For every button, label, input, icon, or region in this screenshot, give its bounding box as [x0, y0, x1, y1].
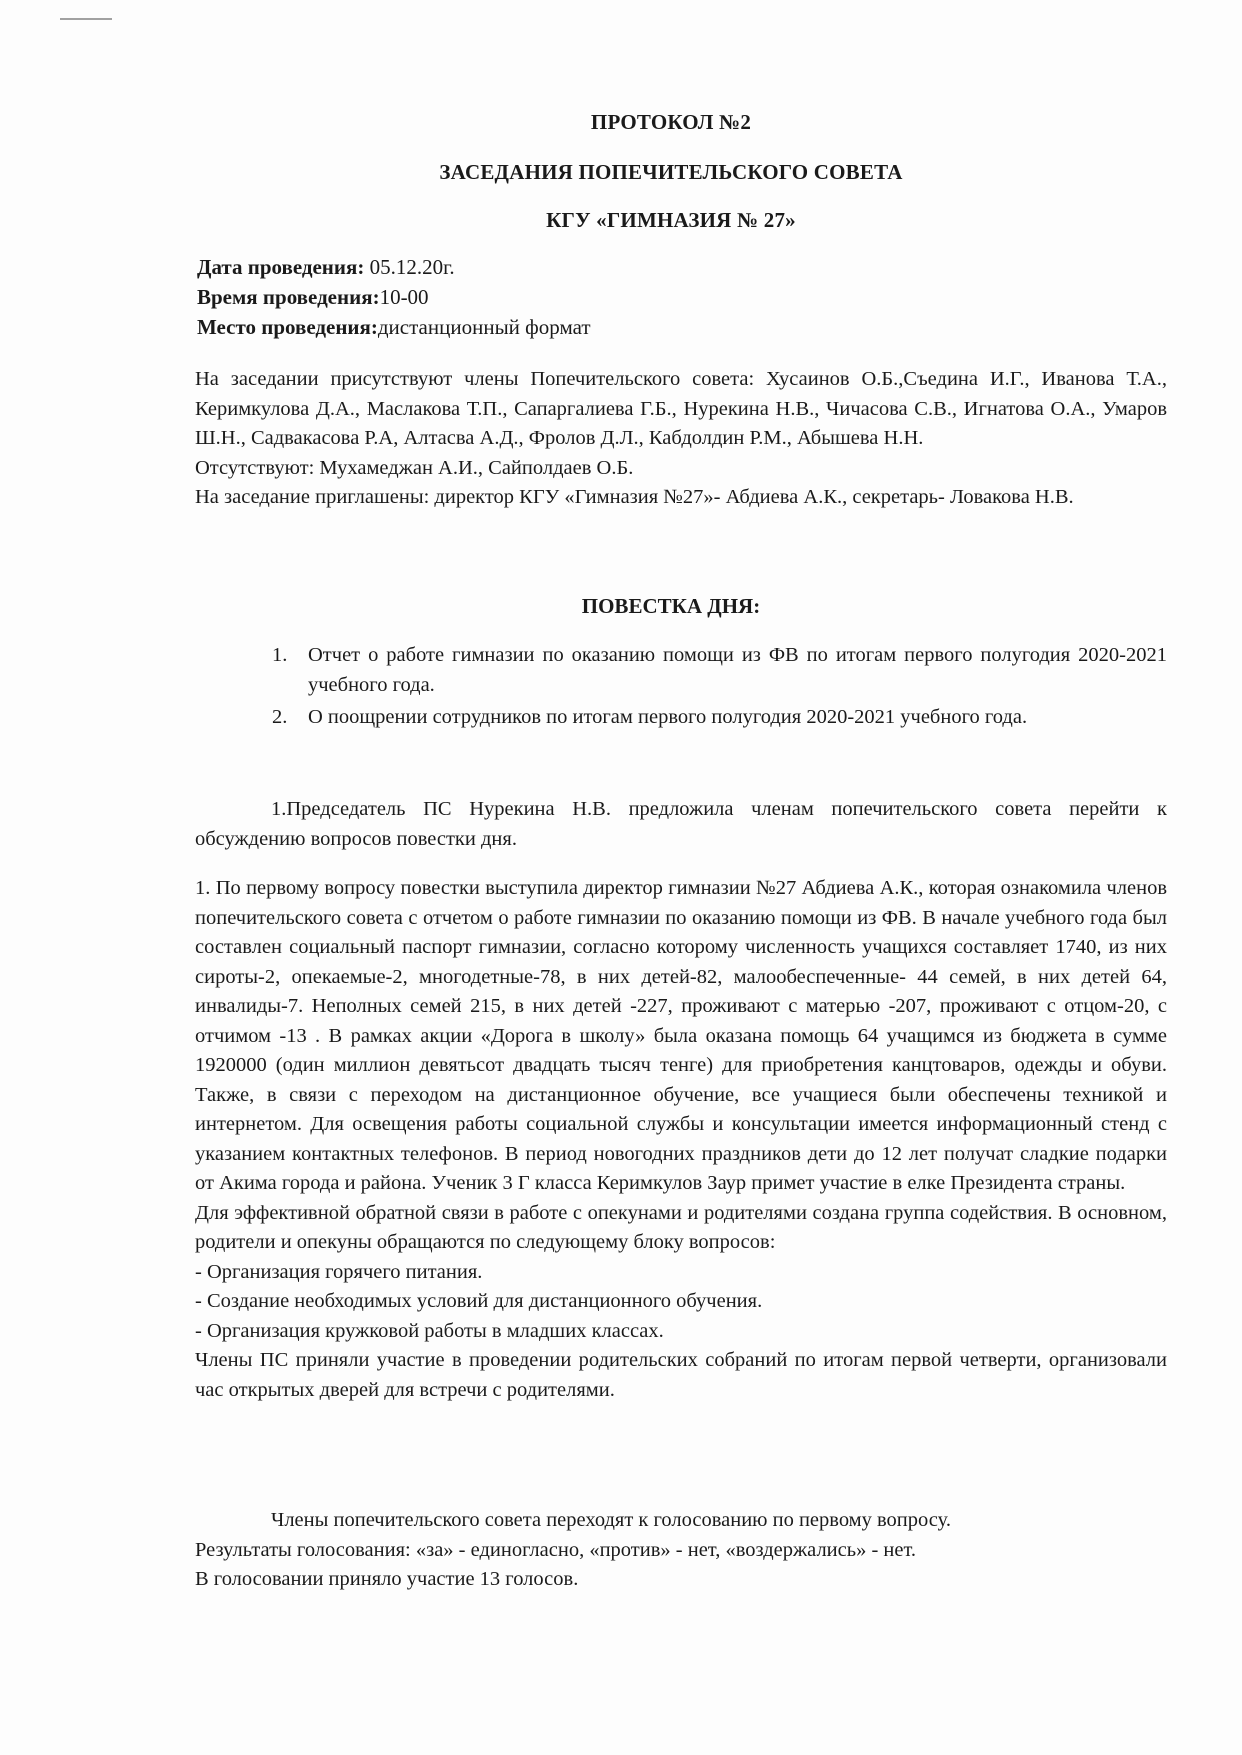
feedback-item: - Создание необходимых условий для дистанционного обучения. — [195, 1290, 763, 1312]
report-paragraph: 1. По первому вопросу повестки выступила директор гимназии №27 Абдиева А.К., которая ознакомила членов попечительского совета с отчетом о работе гимназии по оказанию помощи из ФВ. В начале учебного года был составлен социальный паспорт гимназии, согласно которому численность учащихся составляет 1740, из них сироты-2, опекаемые-2, многодетные-78, в них детей-82, малообеспеченные- 44 семей, в них детей 64, инвалиды-7. Неполных семей 215, в них детей -227, проживают с матерью -207, проживают с отцом-20, с отчимом -13 . В рамках акции «Дорога в школу» была оказана помощь 64 учащимся из бюджета в сумме 1920000 (один миллион девятьсот двадцать тысяч тенге) для приобретения канцтоваров, одежды и обуви. Также, в связи с переходом на дистанционное обучение, все учащиеся были обеспечены техникой и интернетом. Для освещения работы социальной службы и консультации имеется информационный стенд с указанием контактных телефонов. В период новогодних праздников дети до 12 лет получат сладкие подарки от Акима города и района. Ученик 3 Г класса Керимкулов Заур примет участие в елке Президента страны. — [195, 877, 1167, 1194]
place-value: дистанционный формат — [377, 315, 591, 339]
attendance-block — [195, 365, 1167, 513]
organization-title: КГУ «ГИМНАЗИЯ № 27» — [546, 208, 796, 232]
agenda-item-number: 2. — [272, 706, 288, 728]
feedback-paragraph: Для эффективной обратной связи в работе с опекунами и родителями создана группа содействия. В основном, родители и опекуны обращаются по следующему блоку вопросов: — [195, 1201, 1167, 1253]
feedback-item: - Организация горячего питания. — [195, 1260, 483, 1283]
present-members: На заседании присутствуют члены Попечительского совета: Хусаинов О.Б.,Съедина И.Г., Иванова Т.А., Керимкулова Д.А., Маслакова Т.П., Сапаргалиева Г.Б., Нурекина Н.В., Чичасова С.В., Игнатова О.А., Умаров Ш.Н., Садвакасова Р.А, Алтасва А.Д., Фролов Д.Л., Кабдолдин Р.М., Абышева Н.Н. — [195, 368, 1167, 449]
agenda-item — [272, 640, 1167, 700]
place-row — [197, 312, 1157, 342]
voting-results: Результаты голосования: «за» - единогласно, «против» - нет, «воздержались» - нет. — [195, 1538, 917, 1561]
agenda-heading: ПОВЕСТКА ДНЯ: — [581, 594, 761, 618]
protocol-title: ПРОТОКОЛ №2 — [590, 110, 752, 134]
feedback-item: - Организация кружковой работы в младших классах. — [195, 1319, 664, 1342]
agenda-item-number: 1. — [272, 644, 288, 666]
date-row — [197, 252, 1157, 282]
time-value: 10-00 — [379, 285, 429, 309]
date-label: Дата проведения: — [197, 255, 365, 279]
place-label: Место проведения: — [197, 315, 378, 339]
scan-artifact-line — [60, 18, 112, 20]
voting-count: В голосовании приняло участие 13 голосов. — [195, 1568, 579, 1590]
members-paragraph: Члены ПС приняли участие в проведении родительских собраний по итогам первой четверти, организовали час открытых дверей для встречи с родителями. — [195, 1349, 1167, 1401]
time-label: Время проведения: — [197, 285, 380, 309]
date-value: 05.12.20г. — [364, 255, 455, 279]
agenda-list — [272, 640, 1167, 734]
agenda-item-text: Отчет о работе гимназии по оказанию помощи из ФВ по итогам первого полугодия 2020-2021 учебного года. — [308, 644, 1167, 696]
report-section — [195, 874, 1167, 1405]
agenda-item — [272, 702, 1167, 732]
voting-section — [195, 1506, 1167, 1595]
meeting-details — [197, 252, 1157, 342]
absent-members: Отсутствуют: Мухамеджан А.И., Сайполдаев О.Б. — [195, 456, 634, 479]
voting-intro: Члены попечительского совета переходят к голосованию по первому вопросу. — [271, 1509, 951, 1531]
time-row — [197, 282, 1157, 312]
invited-guests: На заседание приглашены: директор КГУ «Гимназия №27»- Абдиева А.К., секретарь- Ловакова Н.В. — [195, 486, 1074, 508]
agenda-item-text: О поощрении сотрудников по итогам первого полугодия 2020-2021 учебного года. — [308, 706, 1028, 728]
meeting-title: ЗАСЕДАНИЯ ПОПЕЧИТЕЛЬСКОГО СОВЕТА — [439, 160, 903, 184]
chair-paragraph: 1.Председатель ПС Нурекина Н.В. предложила членам попечительского совета перейти к обсуждению вопросов повестки дня. — [195, 798, 1167, 850]
